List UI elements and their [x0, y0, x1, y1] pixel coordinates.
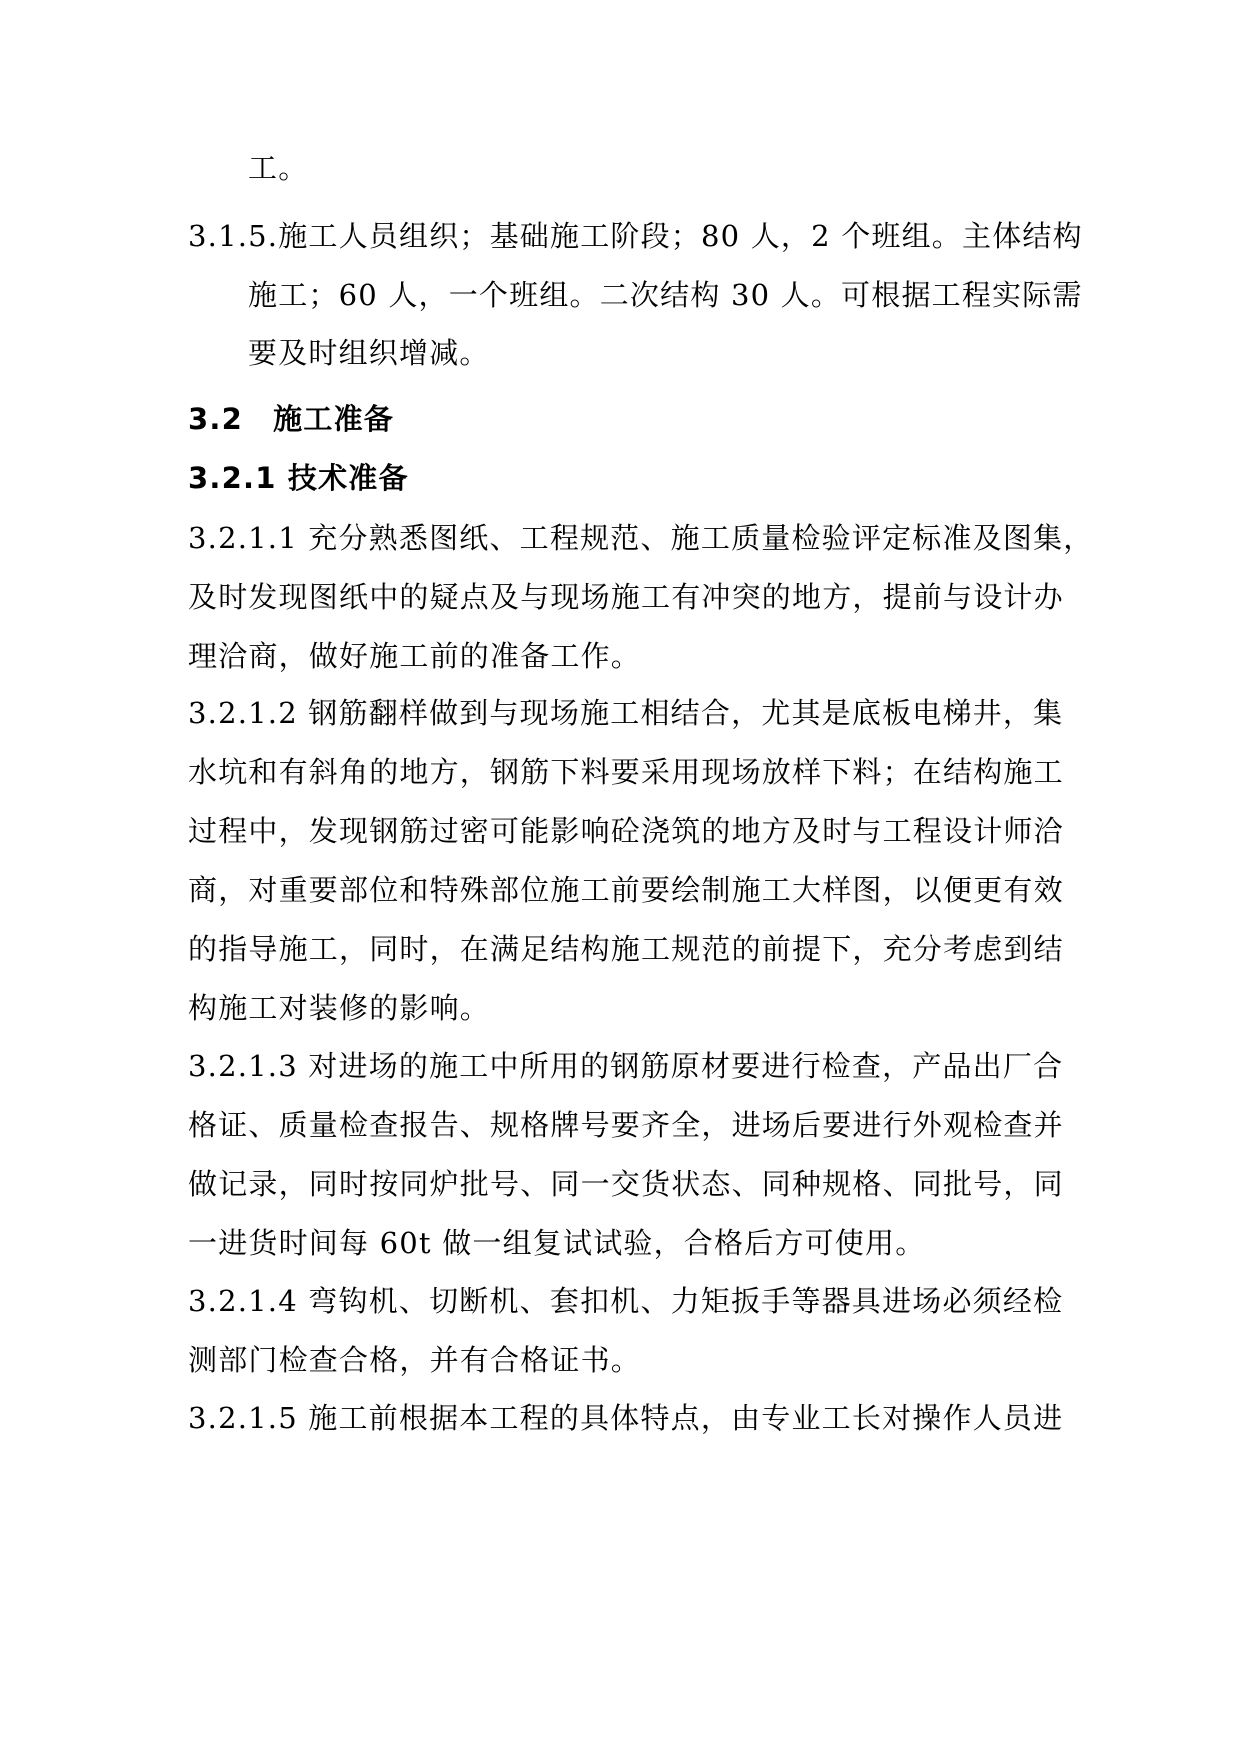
- section-heading-3-2: 3.2 施工准备: [188, 402, 394, 436]
- subsection-heading-3-2-1: 3.2.1 技术准备: [188, 461, 409, 495]
- text-line: 构施工对装修的影响。: [188, 991, 491, 1025]
- text-line: 施工；60 人，一个班组。二次结构 30 人。可根据工程实际需: [248, 278, 1083, 312]
- text-line: 过程中，发现钢筋过密可能影响砼浇筑的地方及时与工程设计师洽: [188, 814, 1064, 848]
- item-3-2-1-5: 3.2.1.5 施工前根据本工程的具体特点，由专业工长对操作人员进: [188, 1401, 1064, 1435]
- text-line: 及时发现图纸中的疑点及与现场施工有冲突的地方，提前与设计办: [188, 580, 1064, 614]
- item-3-2-1-3: 3.2.1.3 对进场的施工中所用的钢筋原材要进行检查，产品出厂合: [188, 1049, 1064, 1083]
- text-line: 测部门检查合格，并有合格证书。: [188, 1343, 642, 1377]
- text-line: 做记录，同时按同炉批号、同一交货状态、同种规格、同批号，同: [188, 1167, 1064, 1201]
- text-line: 的指导施工，同时，在满足结构施工规范的前提下，充分考虑到结: [188, 932, 1064, 966]
- text-line: 格证、质量检查报告、规格牌号要齐全，进场后要进行外观检查并: [188, 1108, 1064, 1142]
- text-line: 一进货时间每 60t 做一组复试试验，合格后方可使用。: [188, 1226, 926, 1260]
- item-3-2-1-2: 3.2.1.2 钢筋翻样做到与现场施工相结合，尤其是底板电梯井，集: [188, 696, 1064, 730]
- item-3-2-1-1: 3.2.1.1 充分熟悉图纸、工程规范、施工质量检验评定标准及图集，: [188, 521, 1094, 555]
- text-line: 商，对重要部位和特殊部位施工前要绘制施工大样图，以便更有效: [188, 873, 1064, 907]
- text-line: 工。: [248, 151, 309, 185]
- text-line: 理洽商，做好施工前的准备工作。: [188, 639, 642, 673]
- item-3-2-1-4: 3.2.1.4 弯钩机、切断机、套扣机、力矩扳手等器具进场必须经检: [188, 1284, 1064, 1318]
- text-line: 水坑和有斜角的地方，钢筋下料要采用现场放样下料；在结构施工: [188, 755, 1064, 789]
- item-3-1-5: 3.1.5.施工人员组织；基础施工阶段；80 人，2 个班组。主体结构: [188, 219, 1083, 253]
- text-line: 要及时组织增减。: [248, 336, 490, 370]
